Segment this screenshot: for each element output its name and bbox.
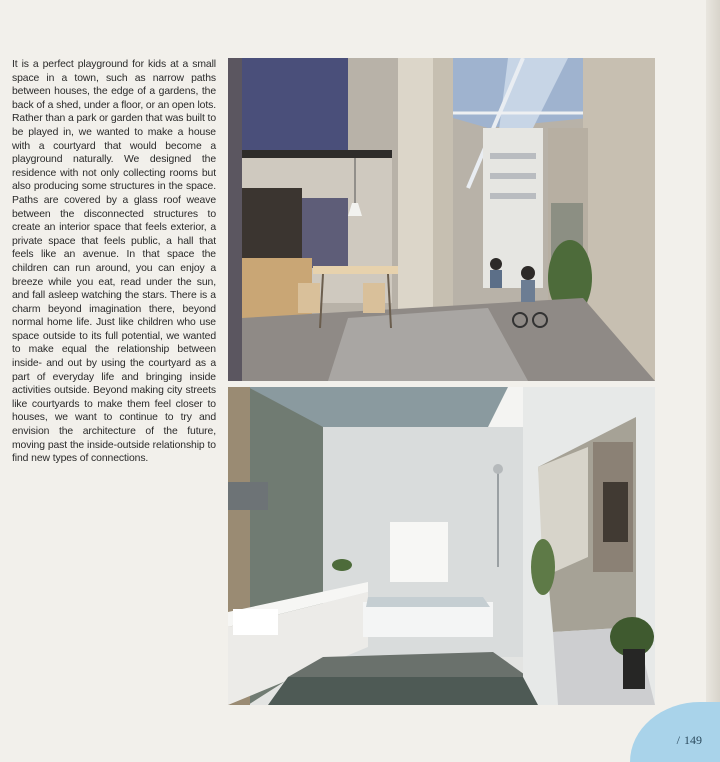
page-corner-tab [630,702,720,762]
article-body-text: It is a perfect playground for kids at a small space in a town, such as narrow paths between houses, the edge of a gardens, the back of a shed, under a floor, or an open lots. Rather than a park or garden that was built to be played in, we wanted to make a house with a courtyard that would become a playground naturally. We designed the residence with not only collecting rooms but also producing some structures in the space. Paths are covered by a glass roof weave between the disconnected structures to create an interior space that feels exterior, a private space that feels public, a hall that feels like an avenue. In that space the children can run around, you can enjoy a breeze while you eat, read under the sun, and fall asleep watching the stars. There is a charm beyond imagination there, beyond normal home life. Just like children who use space outside to its full potential, we wanted to make equal the relationship between inside- and out by using the courtyard as a part of everyday life and bringing inside activities outside. Beyond making city streets like courtyards to make them feel closer to houses, we want to continue to try and envision the architecture of the future, moving past the inside-outside relationship to find new types of connections. [12,59,216,465]
page-edge [706,0,720,762]
page-number-slash: / [676,733,680,747]
page-number [677,733,702,748]
bathroom-photo [228,387,655,705]
courtyard-dining-photo [228,58,655,381]
page-number-value: 149 [684,733,702,747]
